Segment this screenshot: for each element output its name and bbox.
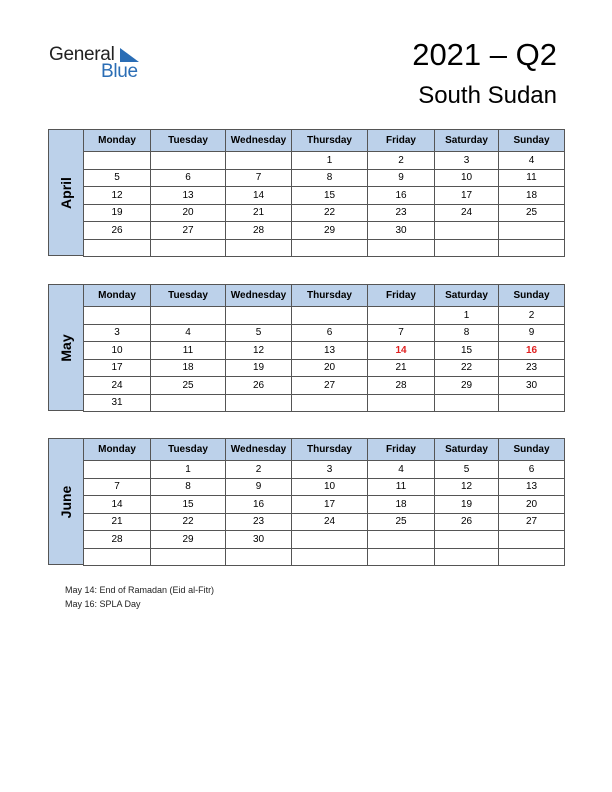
week-row [84, 513, 565, 531]
day-cell: 19 [435, 496, 499, 514]
day-cell [368, 531, 435, 549]
day-cell [499, 222, 565, 240]
day-cell: 12 [226, 342, 292, 360]
day-cell: 26 [226, 377, 292, 395]
day-cell: 12 [84, 187, 151, 205]
day-cell: 6 [499, 461, 565, 479]
month-may [48, 284, 564, 411]
weekday-header: Monday [84, 439, 151, 461]
day-cell: 14 [84, 496, 151, 514]
day-cell: 15 [292, 187, 368, 205]
day-cell [226, 548, 292, 566]
day-cell [84, 239, 151, 257]
weekday-header: Monday [84, 285, 151, 307]
weekday-header-row [84, 285, 565, 307]
day-cell: 29 [292, 222, 368, 240]
day-cell: 6 [151, 169, 226, 187]
day-cell: 17 [84, 359, 151, 377]
day-cell: 30 [226, 531, 292, 549]
day-cell: 4 [499, 152, 565, 170]
day-cell: 5 [226, 324, 292, 342]
day-cell: 28 [368, 377, 435, 395]
day-cell: 18 [151, 359, 226, 377]
week-row [84, 187, 565, 205]
day-cell: 21 [226, 204, 292, 222]
day-cell [499, 239, 565, 257]
day-cell: 3 [435, 152, 499, 170]
day-cell [151, 152, 226, 170]
day-cell [226, 152, 292, 170]
day-cell [368, 394, 435, 412]
week-row [84, 461, 565, 479]
day-cell [435, 531, 499, 549]
weekday-header: Saturday [435, 130, 499, 152]
day-cell: 3 [84, 324, 151, 342]
weekday-header: Tuesday [151, 439, 226, 461]
week-row [84, 394, 565, 412]
week-row [84, 169, 565, 187]
weekday-header: Saturday [435, 285, 499, 307]
weekday-header: Tuesday [151, 130, 226, 152]
day-cell: 3 [292, 461, 368, 479]
month-label-cell [48, 129, 84, 256]
holiday-note: May 16: SPLA Day [65, 599, 141, 609]
day-cell: 29 [151, 531, 226, 549]
day-cell: 4 [368, 461, 435, 479]
month-table [83, 438, 565, 566]
week-row [84, 496, 565, 514]
day-cell: 16 [226, 496, 292, 514]
day-cell: 6 [292, 324, 368, 342]
day-cell: 2 [368, 152, 435, 170]
day-cell: 23 [499, 359, 565, 377]
day-cell: 9 [368, 169, 435, 187]
day-cell: 1 [151, 461, 226, 479]
weekday-header-row [84, 130, 565, 152]
day-cell: 5 [435, 461, 499, 479]
day-cell: 16 [368, 187, 435, 205]
weekday-header: Thursday [292, 130, 368, 152]
day-cell: 10 [292, 478, 368, 496]
weekday-header: Friday [368, 439, 435, 461]
day-cell: 15 [435, 342, 499, 360]
day-cell [292, 307, 368, 325]
day-cell: 22 [435, 359, 499, 377]
weekday-header: Saturday [435, 439, 499, 461]
week-row [84, 239, 565, 257]
week-row [84, 342, 565, 360]
day-cell: 8 [435, 324, 499, 342]
day-cell: 23 [368, 204, 435, 222]
day-cell [226, 394, 292, 412]
day-cell: 14 [226, 187, 292, 205]
day-cell: 17 [435, 187, 499, 205]
day-cell: 20 [292, 359, 368, 377]
weekday-header: Sunday [499, 285, 565, 307]
day-cell: 8 [151, 478, 226, 496]
day-cell: 1 [292, 152, 368, 170]
day-cell: 1 [435, 307, 499, 325]
day-cell: 27 [499, 513, 565, 531]
month-june [48, 438, 564, 565]
month-name: June [58, 485, 74, 518]
day-cell [292, 548, 368, 566]
month-april [48, 129, 564, 256]
week-row [84, 531, 565, 549]
day-cell: 7 [84, 478, 151, 496]
day-cell [226, 239, 292, 257]
weekday-header: Tuesday [151, 285, 226, 307]
day-cell [84, 548, 151, 566]
day-cell [368, 307, 435, 325]
day-cell: 11 [368, 478, 435, 496]
day-cell: 20 [499, 496, 565, 514]
day-cell: 31 [84, 394, 151, 412]
day-cell: 21 [368, 359, 435, 377]
day-cell [151, 394, 226, 412]
day-cell [292, 394, 368, 412]
page-title: 2021 – Q2 [412, 37, 557, 72]
day-cell: 4 [151, 324, 226, 342]
day-cell: 30 [368, 222, 435, 240]
day-cell: 25 [499, 204, 565, 222]
weekday-header: Friday [368, 130, 435, 152]
weekday-header: Monday [84, 130, 151, 152]
day-cell [499, 394, 565, 412]
day-cell [368, 239, 435, 257]
day-cell [226, 307, 292, 325]
day-cell [292, 531, 368, 549]
logo-general-text: General [49, 44, 115, 65]
day-cell: 24 [84, 377, 151, 395]
weekday-header: Thursday [292, 285, 368, 307]
day-cell: 26 [435, 513, 499, 531]
day-cell [151, 307, 226, 325]
weekday-header: Wednesday [226, 439, 292, 461]
day-cell: 28 [226, 222, 292, 240]
country-subtitle: South Sudan [418, 82, 557, 109]
day-cell: 21 [84, 513, 151, 531]
week-row [84, 377, 565, 395]
day-cell: 30 [499, 377, 565, 395]
weekday-header: Wednesday [226, 130, 292, 152]
day-cell [435, 222, 499, 240]
week-row [84, 478, 565, 496]
logo-triangle-icon [120, 48, 139, 62]
day-cell [499, 531, 565, 549]
weekday-header: Friday [368, 285, 435, 307]
weekday-header: Sunday [499, 439, 565, 461]
day-cell: 19 [226, 359, 292, 377]
day-cell: 29 [435, 377, 499, 395]
day-cell: 10 [435, 169, 499, 187]
weekday-header: Sunday [499, 130, 565, 152]
day-cell: 13 [499, 478, 565, 496]
day-cell: 23 [226, 513, 292, 531]
logo-blue-text: Blue [101, 61, 138, 82]
day-cell: 7 [368, 324, 435, 342]
day-cell: 8 [292, 169, 368, 187]
day-cell [435, 239, 499, 257]
day-cell: 25 [151, 377, 226, 395]
day-cell: 17 [292, 496, 368, 514]
day-cell: 16 [499, 342, 565, 360]
day-cell: 10 [84, 342, 151, 360]
day-cell: 27 [292, 377, 368, 395]
week-row [84, 359, 565, 377]
weekday-header: Wednesday [226, 285, 292, 307]
day-cell [151, 239, 226, 257]
month-table [83, 129, 565, 257]
day-cell: 22 [292, 204, 368, 222]
day-cell: 9 [226, 478, 292, 496]
day-cell: 27 [151, 222, 226, 240]
day-cell: 25 [368, 513, 435, 531]
day-cell [499, 548, 565, 566]
day-cell: 22 [151, 513, 226, 531]
month-label-cell [48, 438, 84, 565]
week-row [84, 307, 565, 325]
day-cell: 5 [84, 169, 151, 187]
month-name: May [58, 333, 74, 362]
day-cell: 26 [84, 222, 151, 240]
week-row [84, 204, 565, 222]
day-cell [151, 548, 226, 566]
day-cell [435, 394, 499, 412]
month-label-cell [48, 284, 84, 411]
week-row [84, 548, 565, 566]
day-cell: 9 [499, 324, 565, 342]
day-cell: 2 [499, 307, 565, 325]
day-cell: 28 [84, 531, 151, 549]
day-cell: 13 [151, 187, 226, 205]
weekday-header-row [84, 439, 565, 461]
day-cell: 7 [226, 169, 292, 187]
day-cell: 14 [368, 342, 435, 360]
day-cell: 24 [292, 513, 368, 531]
month-table [83, 284, 565, 412]
day-cell [292, 239, 368, 257]
day-cell [435, 548, 499, 566]
day-cell: 12 [435, 478, 499, 496]
weekday-header: Thursday [292, 439, 368, 461]
day-cell: 2 [226, 461, 292, 479]
day-cell: 24 [435, 204, 499, 222]
week-row [84, 152, 565, 170]
week-row [84, 324, 565, 342]
day-cell: 18 [368, 496, 435, 514]
day-cell: 15 [151, 496, 226, 514]
day-cell: 11 [499, 169, 565, 187]
week-row [84, 222, 565, 240]
day-cell: 18 [499, 187, 565, 205]
day-cell [368, 548, 435, 566]
day-cell [84, 461, 151, 479]
day-cell: 20 [151, 204, 226, 222]
day-cell: 19 [84, 204, 151, 222]
holiday-note: May 14: End of Ramadan (Eid al-Fitr) [65, 585, 215, 595]
day-cell: 13 [292, 342, 368, 360]
day-cell [84, 307, 151, 325]
day-cell: 11 [151, 342, 226, 360]
day-cell [84, 152, 151, 170]
logo [49, 44, 149, 84]
holiday-notes [65, 583, 214, 611]
month-name: April [58, 176, 74, 209]
